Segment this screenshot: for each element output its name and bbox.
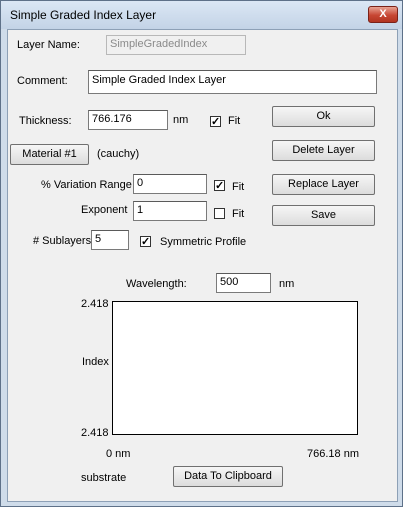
wavelength-field[interactable]: 500 xyxy=(216,273,271,293)
y-tick-label-bottom: 2.418 xyxy=(81,427,109,439)
close-button[interactable]: X xyxy=(368,6,398,23)
variation-field[interactable]: 0 xyxy=(133,174,207,194)
y-axis-label: Index xyxy=(82,356,109,368)
dialog-body xyxy=(7,29,398,502)
symmetric-profile-label: Symmetric Profile xyxy=(160,236,247,248)
ok-button[interactable]: Ok xyxy=(272,106,375,127)
check-icon: ✓ xyxy=(211,116,221,128)
y-tick-label-top: 2.418 xyxy=(81,298,109,310)
wavelength-unit: nm xyxy=(279,278,295,290)
x-tick-label-end: 766.18 nm xyxy=(307,448,359,460)
comment-field[interactable]: Simple Graded Index Layer xyxy=(88,70,377,94)
substrate-label: substrate xyxy=(81,472,127,484)
thickness-fit-checkbox[interactable] xyxy=(210,116,221,127)
variation-fit-checkbox[interactable] xyxy=(214,180,225,191)
wavelength-label: Wavelength: xyxy=(126,278,187,290)
variation-label: % Variation Range xyxy=(41,179,132,191)
sublayers-label: # Sublayers xyxy=(33,235,92,247)
check-icon: ✓ xyxy=(141,236,151,248)
exponent-field[interactable]: 1 xyxy=(133,201,207,221)
exponent-fit-label: Fit xyxy=(232,208,245,220)
thickness-unit: nm xyxy=(173,114,189,126)
sublayers-field[interactable]: 5 xyxy=(91,230,129,250)
thickness-label: Thickness: xyxy=(19,115,72,127)
material-button[interactable]: Material #1 xyxy=(10,144,89,165)
material-model-label: (cauchy) xyxy=(97,148,140,160)
data-to-clipboard-button[interactable]: Data To Clipboard xyxy=(173,466,283,487)
exponent-label: Exponent xyxy=(81,204,128,216)
thickness-field[interactable]: 766.176 xyxy=(88,110,168,130)
symmetric-profile-checkbox[interactable] xyxy=(140,236,151,247)
thickness-fit-label: Fit xyxy=(228,115,241,127)
comment-label: Comment: xyxy=(17,75,68,87)
title-bar[interactable] xyxy=(1,1,402,29)
window-title: Simple Graded Index Layer xyxy=(10,8,157,22)
check-icon: ✓ xyxy=(215,180,225,192)
delete-layer-button[interactable]: Delete Layer xyxy=(272,140,375,161)
variation-fit-label: Fit xyxy=(232,181,245,193)
replace-layer-button[interactable]: Replace Layer xyxy=(272,174,375,195)
save-button[interactable]: Save xyxy=(272,205,375,226)
x-tick-label-start: 0 nm xyxy=(106,448,131,460)
layer-name-field[interactable]: SimpleGradedIndex xyxy=(106,35,246,55)
layer-name-label: Layer Name: xyxy=(17,39,80,51)
index-profile-plot xyxy=(112,301,358,435)
exponent-fit-checkbox[interactable] xyxy=(214,208,225,219)
